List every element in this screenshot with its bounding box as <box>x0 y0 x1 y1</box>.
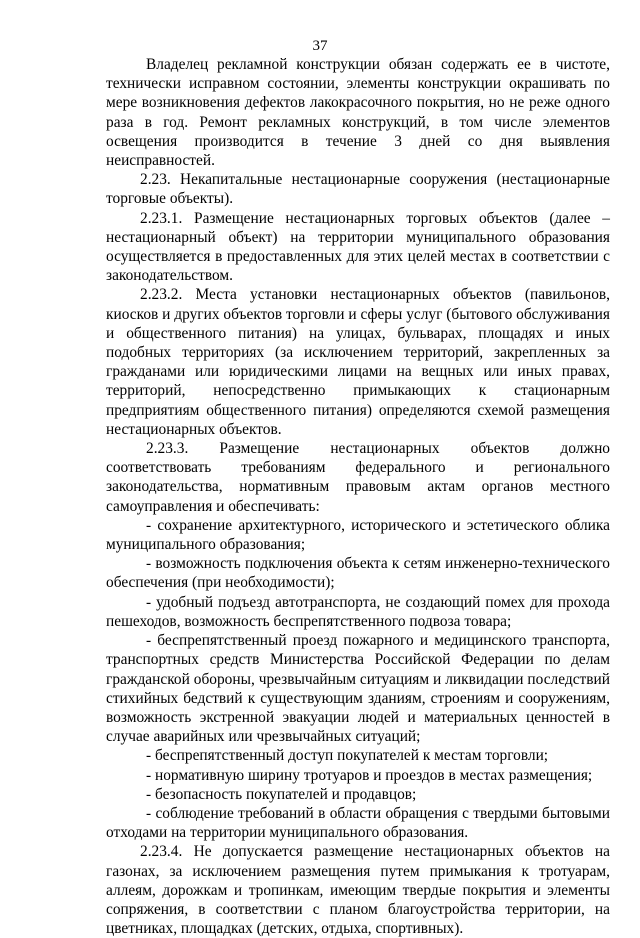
page-number: 37 <box>312 38 328 54</box>
list-item: - удобный подъезд автотранспорта, не создающий помех для прохода пешеходов, возможность беспрепятственного подвоза товара; <box>106 593 610 630</box>
section-heading: 2.23. Некапитальные нестационарные сооружения (нестационарные торговые объекты). <box>106 171 610 208</box>
paragraph: Владелец рекламной конструкции обязан содержать ее в чистоте, технически исправном состоянии, элементы конструкции окрашивать по мере возникновения дефектов лакокрасочного покрытия, но не реже одного раза в год. Ремонт рекламных конструкций, в том числе элементов освещения производится в течение 3 дней со дня выявления неисправностей. <box>106 56 610 170</box>
section-paragraph: 2.23.1. Размещение нестационарных торговых объектов (далее – нестационарный объект) на территории муниципального образования осуществляется в предоставленных для этих целей местах в соответствии с законодательством. <box>106 209 610 285</box>
list-item: - безопасность покупателей и продавцов; <box>146 785 417 803</box>
section-paragraph: 2.23.4. Не допускается размещение нестационарных объектов на газонах, за исключением размещения путем примыкания к тротуарам, аллеям, дорожкам и тропинкам, имеющим твердые покрытия и элементы сопряжения, в соответствии с планом благоустройства территории, на цветниках, площадках (детских, отдыха, спортивных). <box>106 843 610 938</box>
list-item: - сохранение архитектурного, исторического и эстетического облика муниципального образования; <box>106 516 610 554</box>
list-item: - возможность подключения объекта к сетям инженерно-технического обеспечения (при необходимости); <box>106 555 610 592</box>
list-item: - нормативную ширину тротуаров и проездов в местах размещения; <box>146 766 593 784</box>
list-item: - соблюдение требований в области обращения с твердыми бытовыми отходами на территории муниципального образования. <box>106 804 610 842</box>
list-item: - беспрепятственный доступ покупателей к местам торговли; <box>146 747 549 765</box>
section-paragraph: 2.23.2. Места установки нестационарных объектов (павильонов, киосков и других объектов торговли и сферы услуг (бытового обслуживания и общественного питания) на улицах, бульварах, площадях и иных подобных территориях (за исключением территорий, закрепленных за гражданами или юридическими лицами на вещных или иных правах, территорий, непосредственно примыкающих к стационарным предприятиям общественного питания) определяются схемой размещения нестационарных объектов. <box>106 286 610 438</box>
list-item: - беспрепятственный проезд пожарного и медицинского транспорта, транспортных средств Министерства Российской Федерации по делам гражданской обороны, чрезвычайным ситуациям и ликвидации последствий стихийных бедствий к существующим зданиям, строениям и сооружениям, возможность экстренной эвакуации людей и материальных ценностей в случае аварийных или чрезвычайных ситуаций; <box>106 632 610 746</box>
document-body <box>106 55 610 938</box>
section-paragraph: 2.23.3. Размещение нестационарных объектов должно соответствовать требованиям федерального и регионального законодательства, нормативным правовым актам органов местного самоуправления и обеспечивать: <box>106 440 610 515</box>
